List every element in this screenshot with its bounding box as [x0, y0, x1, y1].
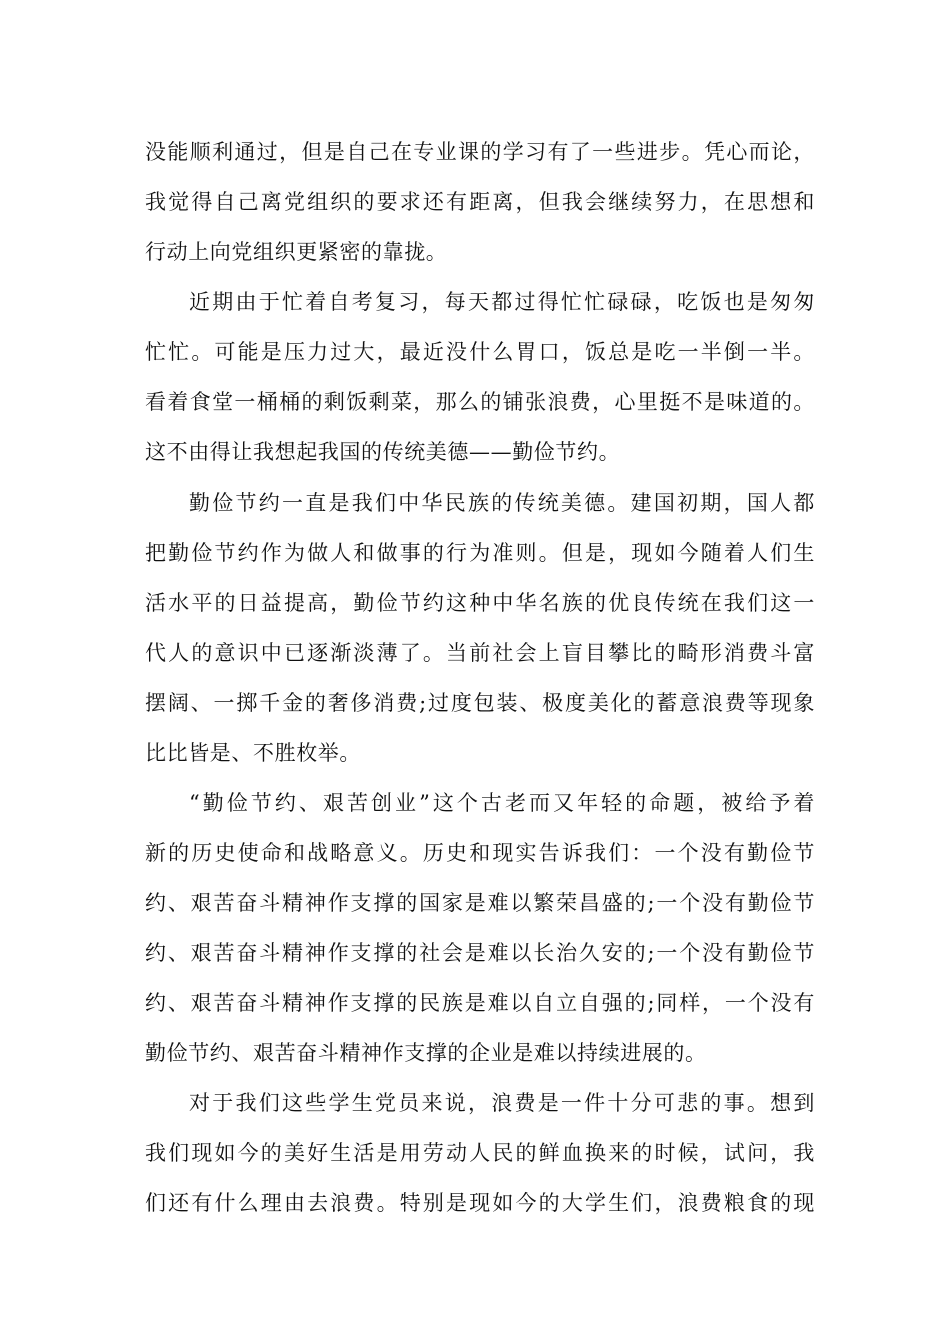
- text-line: 比比皆是、不胜枚举。: [145, 741, 361, 765]
- paragraph-first-line: “勤俭节约、艰苦创业”这个古老而又年轻的命题，被给予着: [189, 791, 815, 815]
- text-line: 约、艰苦奋斗精神作支撑的社会是难以长治久安的;一个没有勤俭节: [145, 941, 815, 965]
- text-line: 约、艰苦奋斗精神作支撑的国家是难以繁荣昌盛的;一个没有勤俭节: [145, 891, 815, 915]
- text-line: 把勤俭节约作为做人和做事的行为准则。但是，现如今随着人们生: [145, 541, 815, 565]
- text-line: 们还有什么理由去浪费。特别是现如今的大学生们，浪费粮食的现: [145, 1191, 815, 1215]
- text-line: 没能顺利通过，但是自己在专业课的学习有了一些进步。凭心而论，: [145, 140, 815, 164]
- paragraph-first-line: 对于我们这些学生党员来说，浪费是一件十分可悲的事。想到: [189, 1091, 815, 1115]
- paragraph-first-line: 勤俭节约一直是我们中华民族的传统美德。建国初期，国人都: [189, 491, 815, 515]
- text-line: 活水平的日益提高，勤俭节约这种中华名族的优良传统在我们这一: [145, 591, 815, 615]
- text-line: 约、艰苦奋斗精神作支撑的民族是难以自立自强的;同样，一个没有: [145, 991, 815, 1015]
- text-line: 我觉得自己离党组织的要求还有距离，但我会继续努力，在思想和: [145, 190, 815, 214]
- text-line: 这不由得让我想起我国的传统美德——勤俭节约。: [145, 440, 621, 464]
- text-line: 我们现如今的美好生活是用劳动人民的鲜血换来的时候，试问，我: [145, 1141, 815, 1165]
- text-line: 忙忙。可能是压力过大，最近没什么胃口，饭总是吃一半倒一半。: [145, 340, 815, 364]
- text-line: 新的历史使命和战略意义。历史和现实告诉我们：一个没有勤俭节: [145, 841, 815, 865]
- text-line: 看着食堂一桶桶的剩饭剩菜，那么的铺张浪费，心里挺不是味道的。: [145, 390, 815, 414]
- text-line: 行动上向党组织更紧密的靠拢。: [145, 240, 448, 264]
- text-line: 代人的意识中已逐渐淡薄了。当前社会上盲目攀比的畸形消费斗富: [145, 641, 815, 665]
- paragraph-first-line: 近期由于忙着自考复习，每天都过得忙忙碌碌，吃饭也是匆匆: [189, 290, 815, 314]
- text-line: 摆阔、一掷千金的奢侈消费;过度包装、极度美化的蓄意浪费等现象: [145, 691, 815, 715]
- text-line: 勤俭节约、艰苦奋斗精神作支撑的企业是难以持续进展的。: [145, 1041, 707, 1065]
